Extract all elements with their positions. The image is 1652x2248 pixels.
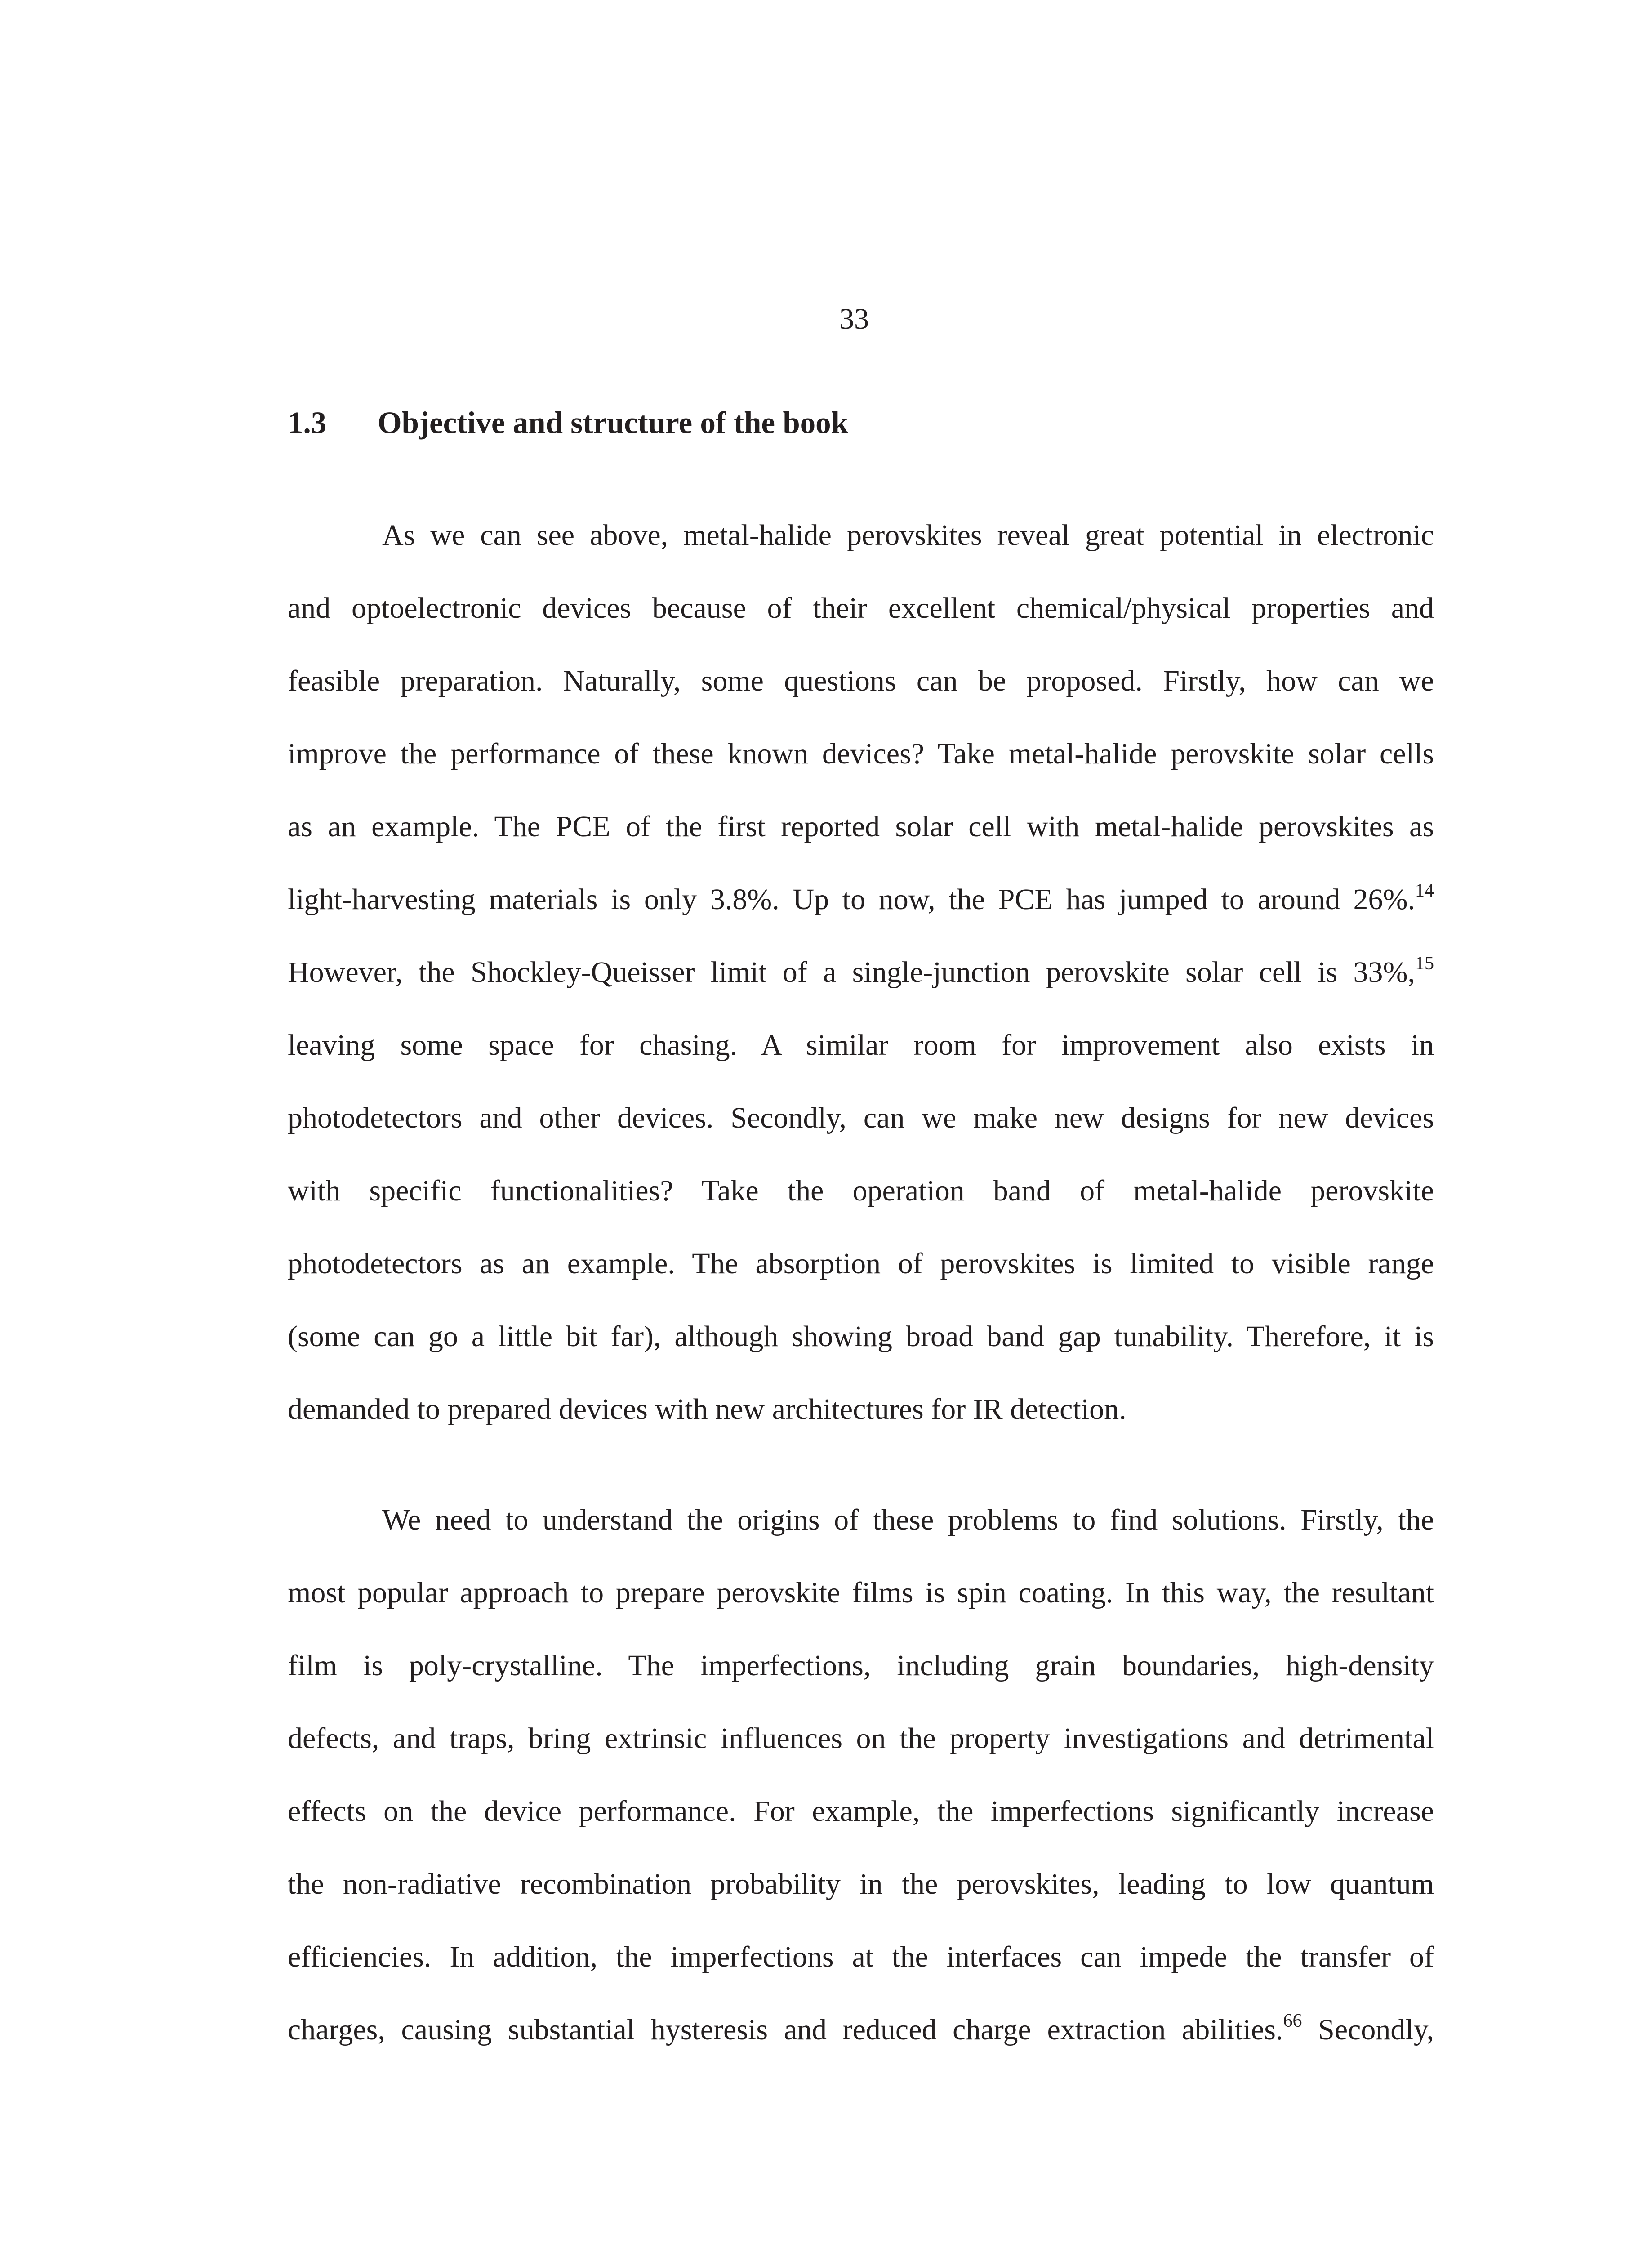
line-text: However, the Shockley-Queisser limit of a single-junction perovskite solar cell is 33%,	[288, 956, 1415, 989]
page-number: 33	[839, 303, 869, 335]
line-text: photodetectors and other devices. Secondly, can we make new designs for new devices	[288, 1102, 1434, 1134]
line-text: efficiencies. In addition, the imperfections at the interfaces can impede the transfer of	[288, 1940, 1434, 1973]
paragraph-line	[288, 645, 1434, 718]
line-text: (some can go a little bit far), although showing broad band gap tunability. Therefore, it is	[288, 1320, 1434, 1353]
line-text: Secondly,	[1302, 2013, 1434, 2046]
line-text: We need to understand the origins of these problems to find solutions. Firstly, the	[382, 1503, 1434, 1536]
line-text: demanded to prepared devices with new architectures for IR detection.	[288, 1393, 1127, 1426]
section-title: Objective and structure of the book	[378, 406, 849, 440]
line-text: photodetectors as an example. The absorption of perovskites is limited to visible range	[288, 1247, 1434, 1280]
citation-superscript: 14	[1415, 880, 1434, 901]
section-heading	[288, 405, 848, 441]
citation-superscript: 15	[1415, 953, 1434, 974]
line-text: improve the performance of these known devices? Take metal-halide perovskite solar cells	[288, 737, 1434, 770]
paragraph-line	[288, 1082, 1434, 1155]
line-text: feasible preparation. Naturally, some questions can be proposed. Firstly, how can we	[288, 665, 1434, 697]
line-text: effects on the device performance. For example, the imperfections significantly increase	[288, 1795, 1434, 1828]
paragraph-line	[288, 718, 1434, 790]
line-text: with specific functionalities? Take the operation band of metal-halide perovskite	[288, 1174, 1434, 1207]
paragraph	[288, 1484, 1434, 2066]
paragraph-line	[288, 936, 1434, 1009]
paragraph-line	[288, 499, 1434, 572]
paragraph-line	[288, 1009, 1434, 1082]
paragraph-line	[288, 1155, 1434, 1227]
paragraph-line	[288, 790, 1434, 863]
line-text: leaving some space for chasing. A similar room for improvement also exists in	[288, 1029, 1434, 1062]
paragraph-line	[288, 1373, 1434, 1446]
paragraph-line	[288, 1629, 1434, 1702]
paragraph-line	[288, 1484, 1434, 1557]
paragraph-line	[288, 1702, 1434, 1775]
paragraph-line	[288, 1300, 1434, 1373]
line-text: film is poly-crystalline. The imperfections, including grain boundaries, high-density	[288, 1649, 1434, 1682]
paragraph-line	[288, 1921, 1434, 1994]
line-text: and optoelectronic devices because of their excellent chemical/physical properties and	[288, 592, 1434, 624]
paragraph-line	[288, 1994, 1434, 2066]
line-text: as an example. The PCE of the first reported solar cell with metal-halide perovskites as	[288, 810, 1434, 843]
paragraph-line	[288, 863, 1434, 936]
line-text: most popular approach to prepare perovskite films is spin coating. In this way, the resultant	[288, 1576, 1434, 1609]
paragraph-line	[288, 1775, 1434, 1848]
line-text: the non-radiative recombination probability in the perovskites, leading to low quantum	[288, 1868, 1434, 1900]
line-text: light-harvesting materials is only 3.8%. Up to now, the PCE has jumped to around 26%.	[288, 883, 1415, 916]
line-text: charges, causing substantial hysteresis and reduced charge extraction abilities.	[288, 2013, 1283, 2046]
paragraph-line	[288, 572, 1434, 645]
section-number: 1.3	[288, 406, 327, 440]
paragraph-line	[288, 1557, 1434, 1629]
line-text: defects, and traps, bring extrinsic influences on the property investigations and detrimental	[288, 1722, 1434, 1755]
paragraph	[288, 499, 1434, 1446]
paragraph-line	[288, 1848, 1434, 1921]
citation-superscript: 66	[1283, 2011, 1302, 2031]
paragraph-line	[288, 1227, 1434, 1300]
line-text: As we can see above, metal-halide perovskites reveal great potential in electronic	[382, 519, 1434, 552]
